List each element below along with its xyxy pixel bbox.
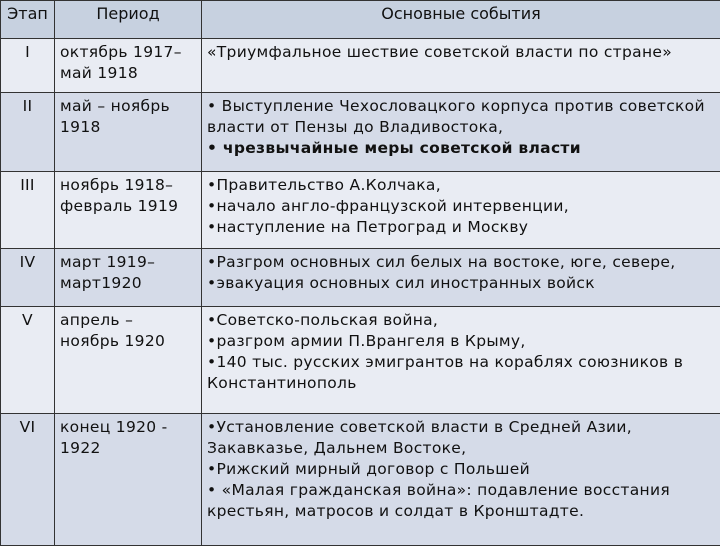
event-line: «Триумфальное шествие советской власти по стране» <box>207 42 715 63</box>
header-period: Период <box>55 1 202 39</box>
stage-cell: I <box>1 39 55 93</box>
table-row <box>1 93 720 172</box>
events-cell <box>202 307 720 414</box>
event-line: •Правительство А.Колчака, <box>207 175 715 196</box>
event-line: •эвакуация основных сил иностранных войск <box>207 273 715 294</box>
period-cell: конец 1920 - 1922 <box>55 414 202 546</box>
event-line: •начало англо-французской интервенции, <box>207 196 715 217</box>
table-row <box>1 249 720 307</box>
table-row <box>1 172 720 249</box>
period-cell: апрель – ноябрь 1920 <box>55 307 202 414</box>
header-events: Основные события <box>202 1 720 39</box>
table-row <box>1 39 720 93</box>
events-cell <box>202 39 720 93</box>
event-line: •140 тыс. русских эмигрантов на кораблях союзников в Константинополь <box>207 352 715 394</box>
event-line: • чрезвычайные меры советской власти <box>207 138 715 159</box>
table-row <box>1 414 720 546</box>
period-cell: март 1919– март1920 <box>55 249 202 307</box>
stage-cell: VI <box>1 414 55 546</box>
stage-cell: III <box>1 172 55 249</box>
stage-cell: II <box>1 93 55 172</box>
event-line: • Выступление Чехословацкого корпуса против советской власти от Пензы до Владивостока, <box>207 96 715 138</box>
event-line: •наступление на Петроград и Москву <box>207 217 715 238</box>
stage-cell: V <box>1 307 55 414</box>
header-stage: Этап <box>1 1 55 39</box>
event-line: •Советско-польская война, <box>207 310 715 331</box>
event-line: • «Малая гражданская война»: подавление восстания крестьян, матросов и солдат в Кронштадте. <box>207 480 715 522</box>
events-cell <box>202 172 720 249</box>
header-row <box>1 1 720 39</box>
events-cell <box>202 249 720 307</box>
events-cell <box>202 93 720 172</box>
period-cell: ноябрь 1918– февраль 1919 <box>55 172 202 249</box>
table-row <box>1 307 720 414</box>
event-line: •Установление советской власти в Средней Азии, Закавказье, Дальнем Востоке, <box>207 417 715 459</box>
event-line: •разгром армии П.Врангеля в Крыму, <box>207 331 715 352</box>
period-cell: октябрь 1917– май 1918 <box>55 39 202 93</box>
event-line: •Рижский мирный договор с Польшей <box>207 459 715 480</box>
period-cell: май – ноябрь 1918 <box>55 93 202 172</box>
stage-cell: IV <box>1 249 55 307</box>
events-cell <box>202 414 720 546</box>
event-line: •Разгром основных сил белых на востоке, юге, севере, <box>207 252 715 273</box>
